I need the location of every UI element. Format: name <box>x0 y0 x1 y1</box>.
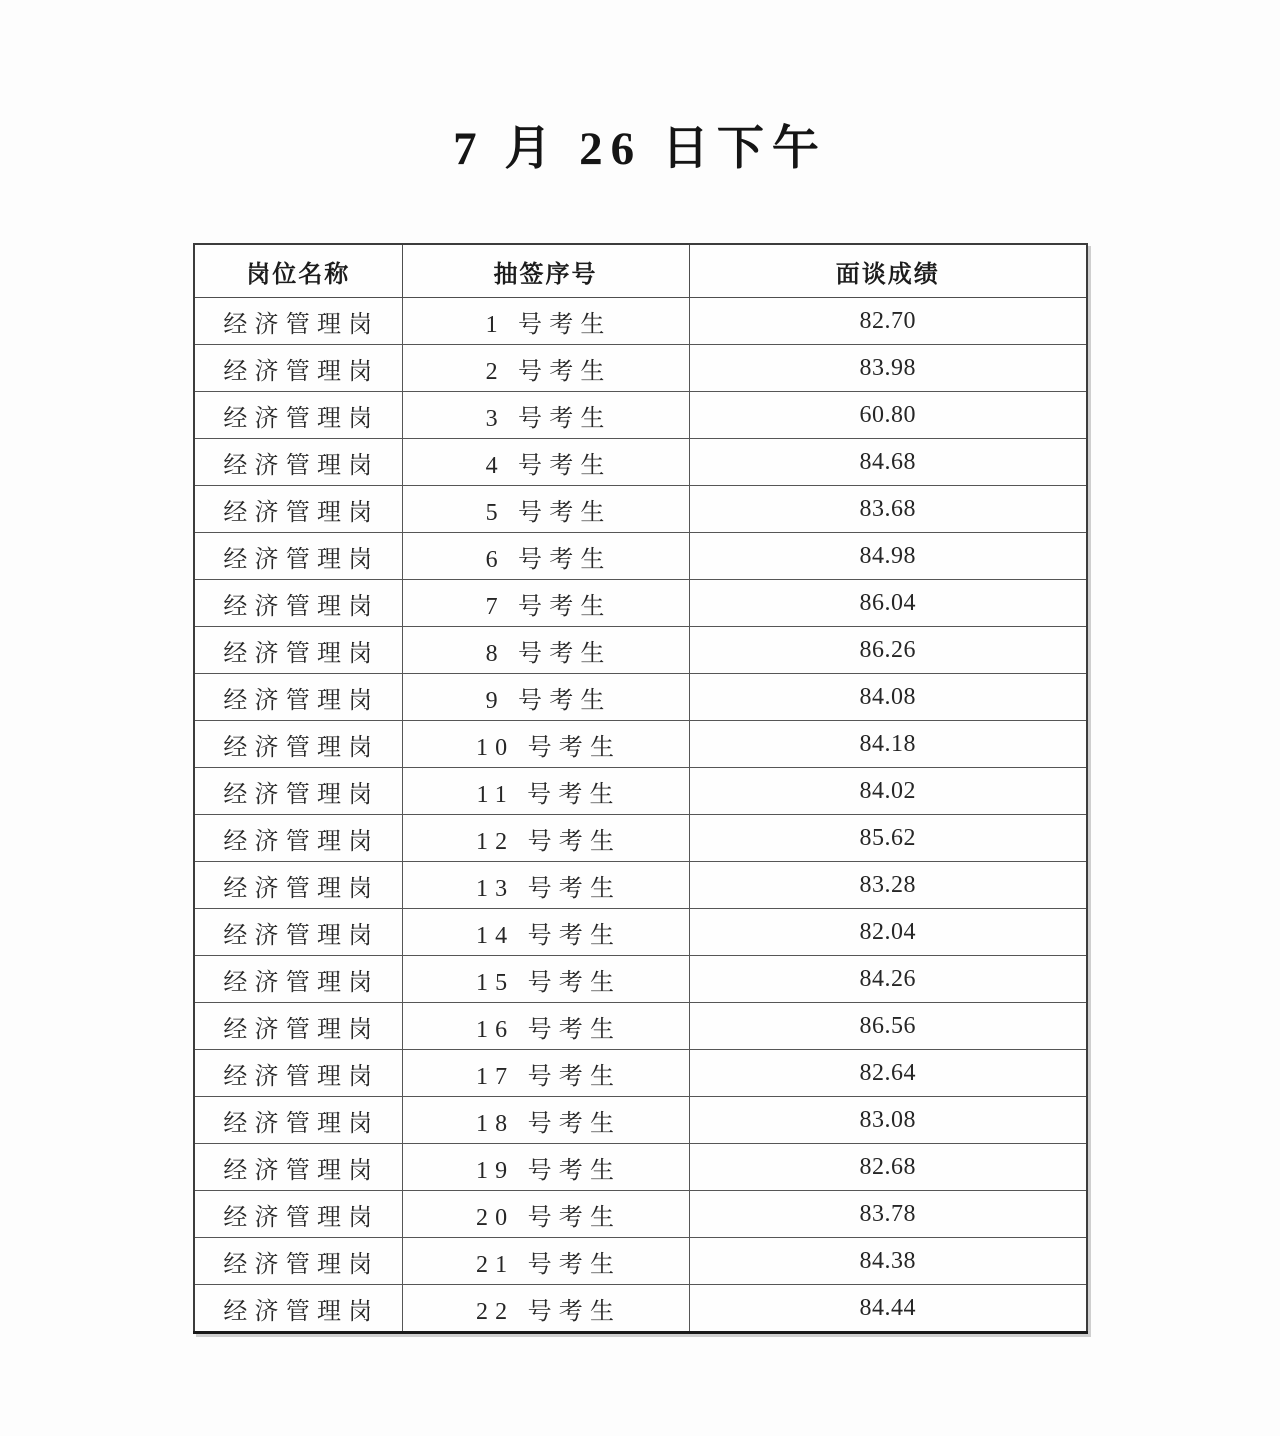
candidate-cell: 22 号考生 <box>402 1285 689 1333</box>
score-cell: 83.78 <box>689 1191 1087 1238</box>
position-cell: 经济管理岗 <box>194 580 402 627</box>
candidate-cell: 20 号考生 <box>402 1191 689 1238</box>
table-row <box>194 486 1087 533</box>
score-cell: 82.04 <box>689 909 1087 956</box>
position-cell: 经济管理岗 <box>194 1097 402 1144</box>
table-body <box>194 298 1087 1333</box>
position-cell: 经济管理岗 <box>194 721 402 768</box>
candidate-cell: 21 号考生 <box>402 1238 689 1285</box>
score-cell: 83.68 <box>689 486 1087 533</box>
candidate-cell: 3 号考生 <box>402 392 689 439</box>
table-row <box>194 1050 1087 1097</box>
table-row <box>194 627 1087 674</box>
position-cell: 经济管理岗 <box>194 1144 402 1191</box>
candidate-cell: 12 号考生 <box>402 815 689 862</box>
score-cell: 82.68 <box>689 1144 1087 1191</box>
candidate-cell: 1 号考生 <box>402 298 689 345</box>
position-cell: 经济管理岗 <box>194 1191 402 1238</box>
candidate-cell: 15 号考生 <box>402 956 689 1003</box>
score-cell: 82.64 <box>689 1050 1087 1097</box>
score-cell: 84.18 <box>689 721 1087 768</box>
score-cell: 85.62 <box>689 815 1087 862</box>
score-cell: 84.98 <box>689 533 1087 580</box>
position-cell: 经济管理岗 <box>194 956 402 1003</box>
candidate-cell: 8 号考生 <box>402 627 689 674</box>
table-row <box>194 533 1087 580</box>
position-cell: 经济管理岗 <box>194 862 402 909</box>
candidate-cell: 11 号考生 <box>402 768 689 815</box>
score-cell: 86.26 <box>689 627 1087 674</box>
position-cell: 经济管理岗 <box>194 1238 402 1285</box>
score-cell: 86.56 <box>689 1003 1087 1050</box>
table-row <box>194 1191 1087 1238</box>
table-row <box>194 1285 1087 1333</box>
table-row <box>194 439 1087 486</box>
position-cell: 经济管理岗 <box>194 627 402 674</box>
score-cell: 84.44 <box>689 1285 1087 1333</box>
candidate-cell: 16 号考生 <box>402 1003 689 1050</box>
position-cell: 经济管理岗 <box>194 768 402 815</box>
position-cell: 经济管理岗 <box>194 1285 402 1333</box>
candidate-cell: 10 号考生 <box>402 721 689 768</box>
table-row <box>194 768 1087 815</box>
score-cell: 82.70 <box>689 298 1087 345</box>
candidate-cell: 13 号考生 <box>402 862 689 909</box>
position-cell: 经济管理岗 <box>194 345 402 392</box>
score-cell: 84.68 <box>689 439 1087 486</box>
table-row <box>194 345 1087 392</box>
score-cell: 60.80 <box>689 392 1087 439</box>
table-row <box>194 1144 1087 1191</box>
candidate-cell: 7 号考生 <box>402 580 689 627</box>
position-cell: 经济管理岗 <box>194 909 402 956</box>
score-cell: 84.38 <box>689 1238 1087 1285</box>
header-draw-number: 抽签序号 <box>402 244 689 298</box>
candidate-cell: 5 号考生 <box>402 486 689 533</box>
score-cell: 86.04 <box>689 580 1087 627</box>
score-cell: 84.26 <box>689 956 1087 1003</box>
position-cell: 经济管理岗 <box>194 533 402 580</box>
header-interview-score: 面谈成绩 <box>689 244 1087 298</box>
table-row <box>194 956 1087 1003</box>
candidate-cell: 17 号考生 <box>402 1050 689 1097</box>
position-cell: 经济管理岗 <box>194 815 402 862</box>
table-row <box>194 909 1087 956</box>
position-cell: 经济管理岗 <box>194 1050 402 1097</box>
table-row <box>194 721 1087 768</box>
candidate-cell: 2 号考生 <box>402 345 689 392</box>
page-title: 7 月 26 日下午 <box>453 123 827 175</box>
score-cell: 84.02 <box>689 768 1087 815</box>
candidate-cell: 6 号考生 <box>402 533 689 580</box>
candidate-cell: 4 号考生 <box>402 439 689 486</box>
score-cell: 83.08 <box>689 1097 1087 1144</box>
score-cell: 83.98 <box>689 345 1087 392</box>
table-header-row <box>194 244 1087 298</box>
table-row <box>194 298 1087 345</box>
position-cell: 经济管理岗 <box>194 674 402 721</box>
table-row <box>194 1238 1087 1285</box>
position-cell: 经济管理岗 <box>194 298 402 345</box>
interview-score-table <box>193 243 1088 1334</box>
candidate-cell: 18 号考生 <box>402 1097 689 1144</box>
table-row <box>194 815 1087 862</box>
table-row <box>194 1097 1087 1144</box>
candidate-cell: 9 号考生 <box>402 674 689 721</box>
table-row <box>194 580 1087 627</box>
table-row <box>194 674 1087 721</box>
table-row <box>194 1003 1087 1050</box>
score-cell: 84.08 <box>689 674 1087 721</box>
table-row <box>194 862 1087 909</box>
candidate-cell: 19 号考生 <box>402 1144 689 1191</box>
header-position-name: 岗位名称 <box>194 244 402 298</box>
position-cell: 经济管理岗 <box>194 1003 402 1050</box>
position-cell: 经济管理岗 <box>194 486 402 533</box>
candidate-cell: 14 号考生 <box>402 909 689 956</box>
position-cell: 经济管理岗 <box>194 439 402 486</box>
position-cell: 经济管理岗 <box>194 392 402 439</box>
score-cell: 83.28 <box>689 862 1087 909</box>
table-row <box>194 392 1087 439</box>
